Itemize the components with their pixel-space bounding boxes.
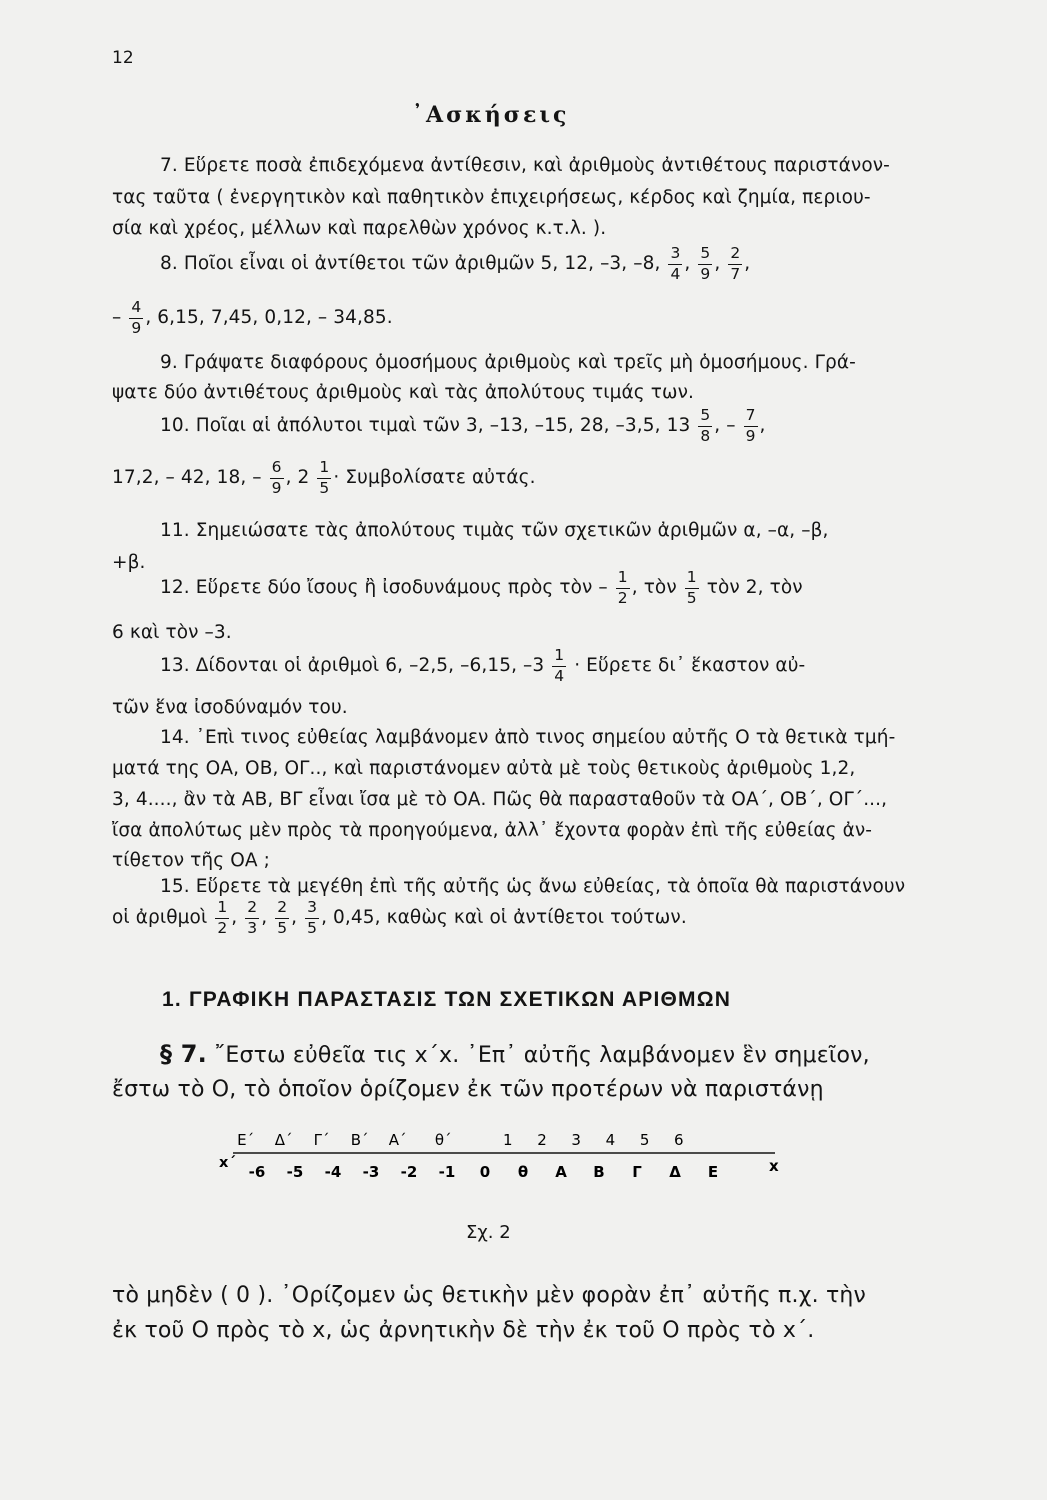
denominator: 7	[730, 264, 741, 283]
denominator: 2	[217, 918, 228, 937]
axis-upper-label: 3	[571, 1131, 581, 1149]
numerator: 2	[245, 900, 259, 919]
left-end-label: x΄	[219, 1155, 236, 1171]
comma: ,	[684, 253, 691, 274]
section-7-line-4: ἐκ τοῦ Ο πρὸς τὸ x, ὡς ἀρνητικὴν δὲ τὴν ἐκ τοῦ Ο πρὸς τὸ x΄.	[112, 1318, 815, 1343]
denominator: 4	[554, 666, 565, 685]
exercise-10-text-2a: 17,2, – 42, 18, –	[112, 467, 262, 488]
minus-sign: –	[112, 307, 122, 328]
fraction	[685, 570, 699, 606]
denominator: 9	[745, 426, 756, 445]
section-mark: § 7.	[160, 1040, 207, 1068]
section-7-line-3: τὸ μηδὲν ( 0 ). ᾿Ορίζομεν ὡς θετικὴν μὲν φορὰν ἐπ᾿ αὐτῆς π.χ. τὴν	[112, 1283, 867, 1308]
comma: ,	[291, 907, 298, 928]
section-7-line-2: ἔστω τὸ Ο, τὸ ὁποῖον ὁρίζομεν ἐκ τῶν προτέρων νὰ παριστάνῃ	[112, 1077, 824, 1102]
exercise-10-text-2b: , 2	[285, 467, 310, 488]
axis-upper-label: Α΄	[388, 1131, 407, 1149]
exercise-13-line-1	[160, 648, 805, 684]
exercise-9-line-1: 9. Γράψατε διαφόρους ὁμοσήμους ἀριθμοὺς καὶ τρεῖς μὴ ὁμοσήμους. Γρά-	[160, 352, 856, 373]
numerator: 5	[698, 408, 712, 427]
fraction	[552, 648, 566, 684]
denominator: 8	[700, 426, 711, 445]
numerator: 1	[317, 460, 331, 479]
axis-lower-label: -2	[400, 1163, 418, 1181]
axis-upper-label: Γ΄	[313, 1131, 330, 1149]
exercise-15-line-2	[112, 900, 687, 936]
exercise-11-line-1: 11. Σημειώσατε τὰς ἀπολύτους τιμὰς τῶν σχετικῶν ἀριθμῶν α, –α, –β,	[160, 520, 829, 541]
axis-lower-label: Α	[555, 1163, 567, 1181]
exercise-8-line-2	[112, 300, 393, 336]
axis-lower-label: Γ	[632, 1163, 642, 1181]
axis-lower-label: 0	[479, 1163, 491, 1181]
numerator: 3	[305, 900, 319, 919]
exercise-12-line-2: 6 καὶ τὸν –3.	[112, 622, 232, 643]
denominator: 9	[271, 478, 282, 497]
fraction	[275, 900, 289, 936]
section-title: ᾿Ασκήσεις	[412, 102, 570, 128]
exercise-15-text-b: , 0,45, καθὼς καὶ οἱ ἀντίθετοι τούτων.	[321, 907, 687, 928]
axis-upper-label: Ε΄	[237, 1131, 255, 1149]
fraction	[698, 408, 712, 444]
axis-upper-label: Δ΄	[274, 1131, 293, 1149]
axis-lower-label: -3	[362, 1163, 380, 1181]
denominator: 4	[670, 264, 681, 283]
fraction	[616, 570, 630, 606]
denominator: 9	[700, 264, 711, 283]
axis-lower-label: Β	[593, 1163, 605, 1181]
numerator: 2	[275, 900, 289, 919]
exercise-14-line-5: τίθετον τῆς ΟΑ ;	[112, 850, 270, 871]
figure-caption: Σχ. 2	[466, 1222, 511, 1243]
upper-labels	[237, 1131, 683, 1149]
numerator: 7	[744, 408, 758, 427]
section-7-text: ῎Εστω εὐθεῖα τις x΄x. ᾿Επ᾿ αὐτῆς λαμβάνομεν ἓν σημεῖον,	[214, 1043, 870, 1068]
numerator: 1	[685, 570, 699, 589]
fraction	[728, 246, 742, 282]
lower-labels	[249, 1163, 718, 1181]
exercise-10-mid: , –	[714, 415, 736, 436]
exercise-8-line-1	[160, 246, 750, 282]
numerator: 1	[616, 570, 630, 589]
axis-upper-label: Β΄	[350, 1131, 369, 1149]
axis-lower-label: -6	[248, 1163, 266, 1181]
exercise-15-text-a: οἱ ἀριθμοὶ	[112, 907, 208, 928]
exercise-10-line-1	[160, 408, 766, 444]
exercise-10-line-2	[112, 460, 536, 496]
numerator: 3	[668, 246, 682, 265]
exercise-14-line-3: 3, 4...., ἂν τὰ ΑΒ, ΒΓ εἶναι ἴσα μὲ τὸ ΟΑ. Πῶς θὰ παρασταθοῦν τὰ ΟΑ΄, ΟΒ΄, ΟΓ΄...,	[112, 789, 888, 810]
numerator: 1	[215, 900, 229, 919]
axis-upper-label: 2	[537, 1131, 547, 1149]
exercise-12-text-c: τὸν 2, τὸν	[706, 577, 803, 598]
fraction	[698, 246, 712, 282]
numerator: 1	[552, 648, 566, 667]
axis-lower-label: -1	[438, 1163, 456, 1181]
axis-lower-label: -4	[324, 1163, 342, 1181]
axis-lower-label: θ	[517, 1163, 529, 1181]
axis-lower-label: -5	[286, 1163, 304, 1181]
denominator: 5	[307, 918, 318, 937]
axis-upper-label: 4	[605, 1131, 616, 1149]
axis-lower-label: Ε	[707, 1163, 719, 1181]
exercise-12-line-1	[160, 570, 803, 606]
denominator: 3	[247, 918, 258, 937]
right-end-label: x	[769, 1157, 779, 1175]
fraction	[129, 300, 143, 336]
denominator: 5	[686, 588, 697, 607]
denominator: 2	[617, 588, 628, 607]
exercise-13-text-a: 13. Δίδονται οἱ ἀριθμοὶ 6, –2,5, –6,15, –3	[160, 655, 545, 676]
exercise-10-text-2c: · Συμβολίσατε αὐτάς.	[333, 467, 536, 488]
exercise-10-text: 10. Ποῖαι αἱ ἀπόλυτοι τιμαὶ τῶν 3, –13, –15, 28, –3,5, 13	[160, 415, 691, 436]
exercise-15-line-1: 15. Εὕρετε τὰ μεγέθη ἐπὶ τῆς αὐτῆς ὡς ἄνω εὐθείας, τὰ ὁποῖα θὰ παριστάνουν	[160, 876, 906, 897]
chapter-heading: 1. ΓΡΑΦΙΚΗ ΠΑΡΑΣΤΑΣΙΣ ΤΩΝ ΣΧΕΤΙΚΩΝ ΑΡΙΘΜΩΝ	[162, 988, 732, 1011]
axis-lower-label: Δ	[669, 1163, 681, 1181]
denominator: 5	[319, 478, 330, 497]
denominator: 5	[277, 918, 288, 937]
comma: ,	[261, 907, 268, 928]
fraction	[245, 900, 259, 936]
section-7-line-1	[160, 1040, 870, 1068]
exercise-13-line-2: τῶν ἕνα ἰσοδύναμόν του.	[112, 697, 348, 718]
exercise-8-text: 8. Ποῖοι εἶναι οἱ ἀντίθετοι τῶν ἀριθμῶν 5, 12, –3, –8,	[160, 253, 661, 274]
exercise-11-line-2: +β.	[112, 552, 146, 573]
axis-upper-label: 5	[639, 1131, 650, 1149]
comma: ,	[714, 253, 721, 274]
exercise-7-line-1: 7. Εὕρετε ποσὰ ἐπιδεχόμενα ἀντίθεσιν, καὶ ἀριθμοὺς ἀντιθέτους παριστάνον-	[160, 155, 890, 176]
exercise-14-line-2: ματά της ΟΑ, ΟΒ, ΟΓ.., καὶ παριστάνομεν αὐτὰ μὲ τοὺς θετικοὺς ἀριθμοὺς 1,2,	[112, 758, 856, 779]
exercise-9-line-2: ψατε δύο ἀντιθέτους ἀριθμοὺς καὶ τὰς ἀπολύτους τιμάς των.	[112, 382, 694, 403]
exercise-14-line-4: ἴσα ἀπολύτως μὲν πρὸς τὰ προηγούμενα, ἀλλ᾿ ἔχοντα φορὰν ἐπὶ τῆς εὐθείας ἀν-	[112, 820, 873, 841]
comma: ,	[759, 415, 766, 436]
exercise-8-text-2: , 6,15, 7,45, 0,12, – 34,85.	[145, 307, 393, 328]
fraction	[270, 460, 284, 496]
fraction	[215, 900, 229, 936]
comma: ,	[231, 907, 238, 928]
page-number: 12	[112, 48, 134, 68]
denominator: 9	[131, 318, 142, 337]
exercise-7-line-2: τας ταῦτα ( ἐνεργητικὸν καὶ παθητικὸν ἐπιχειρήσεως, κέρδος καὶ ζημία, περιου-	[112, 187, 871, 208]
exercise-14-line-1: 14. ᾿Επὶ τινος εὐθείας λαμβάνομεν ἀπὸ τινος σημείου αὐτῆς Ο τὰ θετικὰ τμή-	[160, 727, 896, 748]
axis-upper-label: θ΄	[434, 1131, 452, 1149]
comma: ,	[744, 253, 751, 274]
fraction	[317, 460, 331, 496]
fraction	[744, 408, 758, 444]
exercise-12-text-a: 12. Εὕρετε δύο ἴσους ἢ ἰσοδυνάμους πρὸς τὸν –	[160, 577, 608, 598]
exercise-7-line-3: σία καὶ χρέος, μέλλων καὶ παρελθὼν χρόνος κ.τ.λ. ).	[112, 218, 607, 239]
fraction	[668, 246, 682, 282]
exercise-13-text-b: · Εὕρετε δι᾿ ἕκαστον αὐ-	[574, 655, 806, 676]
numerator: 2	[728, 246, 742, 265]
fraction	[305, 900, 319, 936]
exercise-12-text-b: , τὸν	[631, 577, 677, 598]
axis-upper-label: 6	[674, 1131, 684, 1149]
axis-upper-label: 1	[503, 1131, 513, 1149]
numerator: 5	[698, 246, 712, 265]
number-line-figure	[215, 1125, 835, 1195]
numerator: 6	[270, 460, 284, 479]
numerator: 4	[129, 300, 143, 319]
